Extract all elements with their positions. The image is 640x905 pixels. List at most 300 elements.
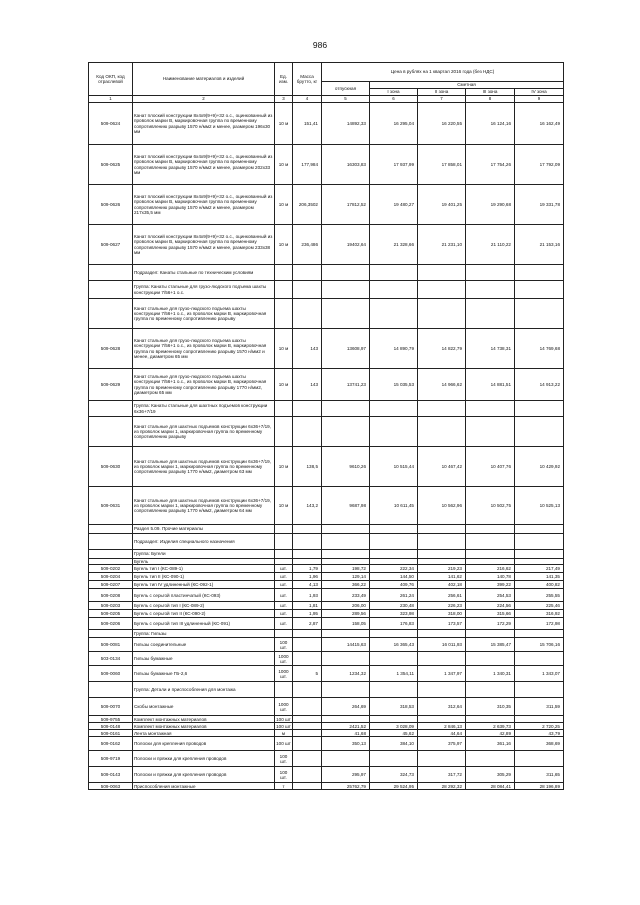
row-price-zone-4: 2 720,25: [515, 723, 564, 730]
row-price-zone-1: 16 295,04: [370, 103, 418, 145]
row-description: Бугель с серьгой тип II (КС-090-2): [133, 610, 275, 618]
row-description: Канат стальные для грузо-людского подъема шахты конструкции 7/56+1 о.с., из проволок марки В, маркировочная группа по временному сопротивлению разрыву 1570 н/мм2 и менее, диаметром 65 мм: [133, 329, 275, 369]
row-price-zone-1: 1 354,11: [370, 666, 418, 682]
table-row: [89, 602, 564, 610]
row-price-zone-2: 28 292,32: [418, 783, 466, 790]
row-unit: 10 м: [275, 185, 293, 225]
row-description: Скобы монтажные: [133, 698, 275, 716]
table-row: [89, 730, 564, 737]
row-code: 509-0208: [89, 589, 133, 602]
row-code: [89, 299, 133, 329]
row-release-price: [322, 630, 370, 638]
column-number: 5: [322, 96, 370, 103]
row-unit: [275, 630, 293, 638]
row-code: 509-0624: [89, 103, 133, 145]
row-price-zone-2: 375,97: [418, 737, 466, 751]
row-price-zone-3: [466, 751, 515, 767]
header-zone-3: III зона: [466, 89, 515, 96]
row-description: Канат плоский конструкции 8х4х9(9+9)+32 о.с., оцинкованный из проволок марки В, маркировочная группа по временному сопротивлению разрыву 1570 н/мм2 и менее, размером 233х38 мм: [133, 225, 275, 265]
table-row: [89, 581, 564, 589]
table-row: [89, 666, 564, 682]
row-price-zone-1: [370, 652, 418, 666]
row-price-zone-2: [418, 401, 466, 417]
row-price-zone-4: 217,49: [515, 565, 564, 573]
row-price-zone-4: 1 343,07: [515, 666, 564, 682]
row-description: Канат плоский конструкции 6х4х9(9+9)+32 о.с., оцинкованный из проволок марки В, маркировочная группа по временному сопротивлению разрыву 1570 н/мм2 и менее, размером 202х33 мм: [133, 145, 275, 185]
row-description: Канат плоский конструкции 8х4х9(9+9)+32 о.с., оцинкованный из проволок марки В, маркировочная группа по временному сопротивлению разрыву 1570 н/мм2 и менее, размером 217х35,5 мм: [133, 185, 275, 225]
row-price-zone-2: 14 966,62: [418, 369, 466, 401]
row-mass: 4,13: [293, 581, 322, 589]
row-description: Комплект монтажных материалов: [133, 716, 275, 723]
row-unit: 10 м: [275, 447, 293, 487]
row-release-price: 366,22: [322, 581, 370, 589]
row-price-zone-3: [466, 265, 515, 281]
row-release-price: 264,69: [322, 698, 370, 716]
row-mass: [293, 783, 322, 790]
row-price-zone-4: [515, 281, 564, 299]
row-release-price: 14415,63: [322, 638, 370, 652]
row-price-zone-2: [418, 751, 466, 767]
row-mass: 236,486: [293, 225, 322, 265]
row-price-zone-4: 225,46: [515, 602, 564, 610]
row-price-zone-2: 14 822,79: [418, 329, 466, 369]
row-release-price: 1234,32: [322, 666, 370, 682]
row-price-zone-3: [466, 682, 515, 698]
row-price-zone-3: [466, 534, 515, 550]
row-description: Гильзы бумажные: [133, 652, 275, 666]
row-code: 509-0625: [89, 145, 133, 185]
row-code: 509-0205: [89, 610, 133, 618]
row-price-zone-4: 255,55: [515, 589, 564, 602]
row-price-zone-2: 173,57: [418, 618, 466, 630]
row-code: 509-0063: [89, 783, 133, 790]
row-price-zone-3: [466, 525, 515, 534]
row-unit: 10 м: [275, 225, 293, 265]
row-mass: [293, 630, 322, 638]
row-price-zone-1: [370, 716, 418, 723]
row-description: Бугель тип I (КС-089-1): [133, 565, 275, 573]
row-code: [89, 401, 133, 417]
row-mass: [293, 716, 322, 723]
row-price-zone-2: 402,18: [418, 581, 466, 589]
table-row: [89, 610, 564, 618]
row-code: [89, 534, 133, 550]
row-description: Канат стальные для шахтных подъемов конструкции 6х36+7/19, из проволок марки 1, маркировочная группа по временному сопротивлению разрыву 1770 н/мм2, диаметром 64 мм: [133, 487, 275, 525]
row-price-zone-4: [515, 652, 564, 666]
row-price-zone-4: [515, 401, 564, 417]
row-unit: 10 м: [275, 103, 293, 145]
row-price-zone-2: [418, 417, 466, 447]
row-unit: шт.: [275, 565, 293, 573]
table-row: [89, 534, 564, 550]
row-code: 509-0627: [89, 225, 133, 265]
row-release-price: 17812,52: [322, 185, 370, 225]
row-price-zone-1: 29 524,95: [370, 783, 418, 790]
row-mass: 143: [293, 329, 322, 369]
row-price-zone-3: 172,29: [466, 618, 515, 630]
row-release-price: [322, 716, 370, 723]
row-price-zone-1: 15 035,53: [370, 369, 418, 401]
table-row: [89, 630, 564, 638]
row-description: Канат плоский конструкции 8х4х9(9+9)+32 о.с., оцинкованный из проволок марки В, маркировочная группа по временному сопротивлению разрыву 1570 н/мм2 и менее, размером 196х30 мм: [133, 103, 275, 145]
row-price-zone-4: 15 706,16: [515, 638, 564, 652]
table-row: [89, 737, 564, 751]
row-unit: 1000 шт.: [275, 652, 293, 666]
row-mass: [293, 751, 322, 767]
row-price-zone-2: 10 467,42: [418, 447, 466, 487]
row-mass: [293, 652, 322, 666]
row-price-zone-1: 176,83: [370, 618, 418, 630]
row-price-zone-1: [370, 401, 418, 417]
table-row: [89, 723, 564, 730]
row-price-zone-1: [370, 299, 418, 329]
row-unit: 100 шт: [276, 723, 291, 729]
row-price-zone-1: [370, 630, 418, 638]
row-description: Приспособления монтажные: [133, 783, 275, 790]
row-unit: 100 шт: [276, 716, 291, 722]
row-price-zone-4: 16 162,49: [515, 103, 564, 145]
column-numbers-row: [89, 96, 564, 103]
column-number: 6: [370, 96, 418, 103]
row-mass: [293, 265, 322, 281]
row-price-zone-4: 14 913,22: [515, 369, 564, 401]
row-release-price: 158,05: [322, 618, 370, 630]
header-zone-4: IV зона: [515, 89, 564, 96]
row-price-zone-3: 21 110,22: [466, 225, 515, 265]
row-mass: [293, 550, 322, 559]
row-price-zone-3: 19 290,68: [466, 185, 515, 225]
row-code: [89, 281, 133, 299]
row-price-zone-3: 216,62: [466, 565, 515, 573]
row-price-zone-1: 16 365,43: [370, 638, 418, 652]
row-mass: [293, 723, 322, 730]
row-price-zone-1: 10 611,45: [370, 487, 418, 525]
row-description: Канат стальные для грузо-людского подъема шахты конструкции 7/56+1 о.с., из проволок марки В, маркировочная группа по временному сопротивлению разрыву: [133, 299, 275, 329]
row-price-zone-3: 28 084,41: [466, 783, 515, 790]
table-row: [89, 447, 564, 487]
row-unit: 100 шт: [275, 737, 293, 751]
row-release-price: 25762,79: [322, 783, 370, 790]
row-unit: 100 шт.: [275, 638, 293, 652]
row-price-zone-3: 399,22: [466, 581, 515, 589]
row-code: 509-0631: [89, 487, 133, 525]
row-price-zone-2: [418, 534, 466, 550]
row-price-zone-2: 317,72: [418, 767, 466, 783]
row-price-zone-2: 10 562,96: [418, 487, 466, 525]
header-zone-1: I зона: [370, 89, 418, 96]
row-mass: 151,41: [293, 103, 322, 145]
column-number: 1: [89, 96, 133, 103]
table-row: [89, 103, 564, 145]
table-row: [89, 417, 564, 447]
row-unit: [275, 550, 293, 559]
row-price-zone-4: [515, 534, 564, 550]
column-number: 4: [293, 96, 322, 103]
row-price-zone-2: [418, 550, 466, 559]
row-release-price: 13741,23: [322, 369, 370, 401]
row-description: Канат стальные для грузо-людского подъема шахты конструкции 7/56+1 о.с., из проволок марки В, маркировочная группа по временному сопротивлению разрыву 1770 н/мм2, диаметром 65 мм: [133, 369, 275, 401]
row-price-zone-3: 140,78: [466, 573, 515, 581]
row-description: Бугель: [133, 559, 275, 565]
row-unit: 100 шт.: [275, 751, 293, 767]
row-release-price: 41,68: [322, 730, 370, 737]
row-code: 509-0207: [89, 581, 133, 589]
row-description: Полоски и пряжки для крепления проводов: [133, 751, 275, 767]
row-description: Группа: Канаты стальные для грузо-людского подъема шахты конструкции 7/56+1 о.с.: [133, 281, 275, 299]
row-release-price: [322, 550, 370, 559]
row-price-zone-1: 230,48: [370, 602, 418, 610]
row-unit: м: [275, 730, 293, 737]
row-code: 509-0148: [89, 723, 133, 730]
table-row: [89, 265, 564, 281]
row-mass: 1,79: [293, 565, 322, 573]
row-mass: [293, 638, 322, 652]
table-row: [89, 638, 564, 652]
row-price-zone-2: [418, 716, 466, 723]
row-price-zone-2: 219,23: [418, 565, 466, 573]
row-mass: 1,93: [293, 589, 322, 602]
row-price-zone-3: 2 639,73: [466, 723, 515, 730]
row-mass: 143,2: [293, 487, 322, 525]
row-price-zone-3: [466, 299, 515, 329]
row-unit: [275, 265, 293, 281]
row-price-zone-1: 409,76: [370, 581, 418, 589]
row-price-zone-2: 256,61: [418, 589, 466, 602]
row-code: 509-0630: [89, 447, 133, 487]
row-unit: [275, 281, 293, 299]
row-price-zone-3: 310,35: [466, 698, 515, 716]
row-code: 509-0060: [89, 666, 133, 682]
column-number: 3: [275, 96, 293, 103]
row-price-zone-1: 222,34: [370, 565, 418, 573]
column-number: 8: [466, 96, 515, 103]
row-code: 509-0070: [89, 698, 133, 716]
row-mass: [293, 698, 322, 716]
row-mass: 206,3502: [293, 185, 322, 225]
row-price-zone-2: 2 846,13: [418, 723, 466, 730]
row-code: 509-0203: [89, 602, 133, 610]
row-code: [89, 630, 133, 638]
row-release-price: 19402,64: [322, 225, 370, 265]
row-price-zone-3: [466, 652, 515, 666]
row-price-zone-4: [515, 550, 564, 559]
header-mass: Масса брутто, кг: [293, 63, 322, 96]
table-row: [89, 329, 564, 369]
table-row: [89, 618, 564, 630]
row-price-zone-4: [515, 417, 564, 447]
table-row: [89, 783, 564, 790]
row-mass: [293, 737, 322, 751]
row-price-zone-2: 21 231,10: [418, 225, 466, 265]
row-price-zone-1: [370, 525, 418, 534]
row-mass: [293, 401, 322, 417]
table-row: [89, 682, 564, 698]
row-unit: [275, 401, 293, 417]
price-table: [88, 62, 564, 790]
row-release-price: 289,56: [322, 610, 370, 618]
row-release-price: [322, 401, 370, 417]
row-mass: 143: [293, 369, 322, 401]
row-description: Бугель тип IV удлиненный (КС-092-1): [133, 581, 275, 589]
row-description: Полоски и пряжки для крепления проводов: [133, 767, 275, 783]
row-description: Полоски для крепления проводов: [133, 737, 275, 751]
row-mass: 1,95: [293, 610, 322, 618]
row-release-price: [322, 682, 370, 698]
header-price-title: Цена в рублях на 1 квартал 2016 года (без НДС): [322, 63, 564, 82]
row-release-price: [322, 525, 370, 534]
row-price-zone-4: 14 769,68: [515, 329, 564, 369]
row-price-zone-3: [466, 550, 515, 559]
table-row: [89, 767, 564, 783]
row-price-zone-3: [466, 401, 515, 417]
table-row: [89, 573, 564, 581]
table-row: [89, 698, 564, 716]
row-price-zone-1: [370, 534, 418, 550]
row-code: [89, 265, 133, 281]
row-price-zone-2: [418, 299, 466, 329]
row-release-price: [322, 281, 370, 299]
row-price-zone-3: 14 881,51: [466, 369, 515, 401]
row-description: Группа: Гильзы: [133, 630, 275, 638]
row-code: [89, 525, 133, 534]
row-price-zone-1: 324,73: [370, 767, 418, 783]
row-price-zone-3: 315,66: [466, 610, 515, 618]
table-row: [89, 299, 564, 329]
page-number: 986: [312, 40, 328, 50]
table-row: [89, 652, 564, 666]
header-zone-2: II зона: [418, 89, 466, 96]
table-row: [89, 185, 564, 225]
row-code: [89, 417, 133, 447]
column-number: 2: [133, 96, 275, 103]
row-price-zone-4: 311,59: [515, 698, 564, 716]
row-price-zone-1: [370, 265, 418, 281]
row-price-zone-4: 368,69: [515, 737, 564, 751]
row-release-price: [322, 652, 370, 666]
row-price-zone-4: [515, 682, 564, 698]
row-code: 509-0081: [89, 638, 133, 652]
row-mass: 2,87: [293, 618, 322, 630]
row-price-zone-4: 28 196,89: [515, 783, 564, 790]
row-mass: 138,5: [293, 447, 322, 487]
row-unit: шт.: [275, 610, 293, 618]
row-price-zone-3: 305,29: [466, 767, 515, 783]
row-price-zone-4: [515, 299, 564, 329]
row-price-zone-1: 3 028,09: [370, 723, 418, 730]
row-description: Комплект монтажных материалов: [133, 723, 275, 730]
row-mass: 5: [293, 666, 322, 682]
row-code: 509-0206: [89, 618, 133, 630]
row-price-zone-1: [370, 682, 418, 698]
row-unit: 100 шт.: [275, 767, 293, 783]
row-description: Подраздел: Канаты стальные по техническим условиям: [133, 265, 275, 281]
row-mass: 1,81: [293, 602, 322, 610]
table-row: [89, 487, 564, 525]
row-price-zone-1: [370, 550, 418, 559]
row-unit: 10 м: [275, 487, 293, 525]
row-price-zone-3: [466, 417, 515, 447]
table-row: [89, 225, 564, 265]
row-code: 509-0143: [89, 767, 133, 783]
row-price-zone-1: 14 890,79: [370, 329, 418, 369]
row-price-zone-4: 21 153,16: [515, 225, 564, 265]
row-price-zone-4: 311,65: [515, 767, 564, 783]
row-mass: 1,96: [293, 573, 322, 581]
row-price-zone-1: 384,10: [370, 737, 418, 751]
row-release-price: 233,49: [322, 589, 370, 602]
row-mass: [293, 767, 322, 783]
row-release-price: 129,14: [322, 573, 370, 581]
table-row: [89, 145, 564, 185]
row-price-zone-2: 141,62: [418, 573, 466, 581]
row-mass: [293, 525, 322, 534]
row-price-zone-2: 16 011,93: [418, 638, 466, 652]
row-unit: [275, 682, 293, 698]
row-price-zone-4: 10 429,92: [515, 447, 564, 487]
row-code: 509-0628: [89, 329, 133, 369]
row-price-zone-4: [515, 716, 564, 723]
table-row: [89, 525, 564, 534]
row-price-zone-1: 17 937,99: [370, 145, 418, 185]
row-price-zone-3: 17 754,26: [466, 145, 515, 185]
row-price-zone-4: [515, 265, 564, 281]
row-unit: т: [275, 783, 293, 790]
row-price-zone-3: 15 385,47: [466, 638, 515, 652]
row-price-zone-3: 224,56: [466, 602, 515, 610]
row-code: 509-0202: [89, 565, 133, 573]
row-price-zone-2: [418, 525, 466, 534]
row-price-zone-2: 312,64: [418, 698, 466, 716]
row-code: 509-0162: [89, 737, 133, 751]
row-mass: [293, 534, 322, 550]
row-unit: 1000 шт.: [275, 666, 293, 682]
row-price-zone-4: 43,79: [515, 730, 564, 737]
row-unit: [275, 534, 293, 550]
row-price-zone-3: 14 738,31: [466, 329, 515, 369]
header-name: Наименование материалов и изделий: [133, 63, 275, 96]
row-price-zone-4: 141,35: [515, 573, 564, 581]
table-row: [89, 589, 564, 602]
row-price-zone-1: 144,50: [370, 573, 418, 581]
row-price-zone-1: [370, 751, 418, 767]
row-price-zone-4: 316,92: [515, 610, 564, 618]
row-release-price: 9687,98: [322, 487, 370, 525]
row-price-zone-4: 17 792,09: [515, 145, 564, 185]
row-release-price: 14892,33: [322, 103, 370, 145]
row-description: Гильзы бумажные ГБ-2,6: [133, 666, 275, 682]
row-price-zone-1: 19 480,27: [370, 185, 418, 225]
row-price-zone-4: [515, 525, 564, 534]
row-price-zone-1: 261,24: [370, 589, 418, 602]
row-price-zone-4: 19 331,78: [515, 185, 564, 225]
column-number: 9: [515, 96, 564, 103]
row-code: 509-9755: [89, 716, 133, 723]
row-price-zone-1: 21 328,66: [370, 225, 418, 265]
row-code: 509-0204: [89, 573, 133, 581]
table-row: [89, 751, 564, 767]
row-price-zone-2: [418, 281, 466, 299]
row-price-zone-1: [370, 417, 418, 447]
row-price-zone-2: 1 347,97: [418, 666, 466, 682]
row-price-zone-2: 44,64: [418, 730, 466, 737]
row-description: Группа: Канаты стальные для шахтных подъемов конструкции 6х36+7/19: [133, 401, 275, 417]
row-price-zone-3: 361,16: [466, 737, 515, 751]
row-mass: 177,984: [293, 145, 322, 185]
row-release-price: [322, 265, 370, 281]
row-price-zone-3: [466, 630, 515, 638]
table-row: [89, 716, 564, 723]
row-mass: [293, 281, 322, 299]
